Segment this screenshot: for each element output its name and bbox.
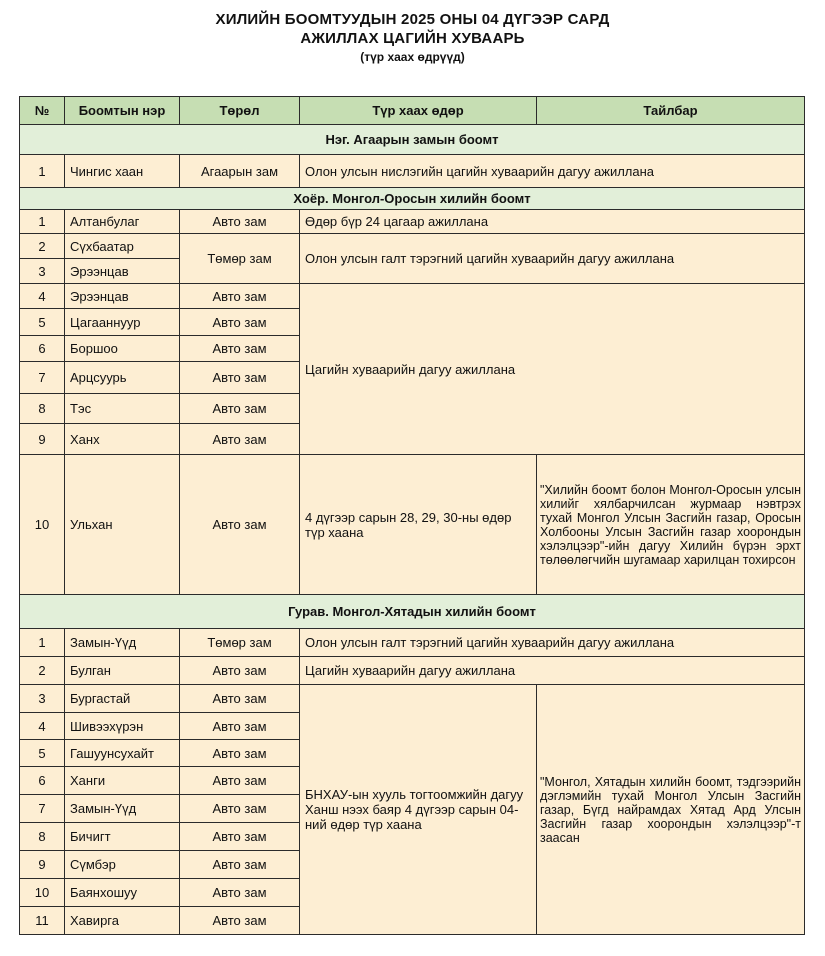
port-type: Агаарын зам xyxy=(180,155,300,188)
row-num: 7 xyxy=(20,795,65,823)
port-type: Авто зам xyxy=(180,424,300,455)
note-text: "Монгол, Хятадын хилийн боомт, тэдгээрийн дэглэмийн тухай Монгол Улсын Засгийн газар, Бүгд найрамдах Хятад Ард Улсын Засгийн газар хоорондын хэлэлцээр"-т заасан xyxy=(537,685,805,935)
port-name: Тэс xyxy=(65,394,180,424)
port-name: Бичигт xyxy=(65,823,180,851)
port-name: Хавирга xyxy=(65,907,180,935)
document-title xyxy=(0,10,825,66)
header-num: № xyxy=(20,97,65,125)
row-num: 8 xyxy=(20,394,65,424)
table-row xyxy=(20,657,805,685)
header-type: Төрөл xyxy=(180,97,300,125)
table-row xyxy=(20,455,805,595)
port-type: Авто зам xyxy=(180,823,300,851)
port-info: Олон улсын нислэгийн цагийн хуваарийн дагуу ажиллана xyxy=(300,155,805,188)
header-closed: Түр хаах өдөр xyxy=(300,97,537,125)
table-row xyxy=(20,685,805,713)
table-row xyxy=(20,155,805,188)
row-num: 9 xyxy=(20,851,65,879)
section-title-air: Нэг. Агаарын замын боомт xyxy=(20,125,805,155)
port-type: Авто зам xyxy=(180,336,300,362)
port-type: Авто зам xyxy=(180,309,300,336)
header-note: Тайлбар xyxy=(537,97,805,125)
row-num: 6 xyxy=(20,336,65,362)
port-type: Авто зам xyxy=(180,879,300,907)
port-name: Шивээхүрэн xyxy=(65,713,180,740)
port-name: Цагааннуур xyxy=(65,309,180,336)
port-name: Ханги xyxy=(65,767,180,795)
row-num: 10 xyxy=(20,455,65,595)
port-name: Булган xyxy=(65,657,180,685)
port-name: Боршоо xyxy=(65,336,180,362)
port-type: Авто зам xyxy=(180,657,300,685)
port-name: Алтанбулаг xyxy=(65,210,180,234)
closed-date: БНХАУ-ын хууль тогтоомжийн дагуу Ханш нээх баяр 4 дүгээр сарын 04-ний өдөр түр хаана xyxy=(300,685,537,935)
row-num: 3 xyxy=(20,685,65,713)
row-num: 4 xyxy=(20,284,65,309)
title-line-3: (түр хаах өдрүүд) xyxy=(360,50,465,64)
table-row xyxy=(20,234,805,259)
row-num: 1 xyxy=(20,210,65,234)
row-num: 2 xyxy=(20,234,65,259)
port-name: Эрээнцав xyxy=(65,284,180,309)
section-row-russia xyxy=(20,188,805,210)
port-info: Өдөр бүр 24 цагаар ажиллана xyxy=(300,210,805,234)
port-name: Ханх xyxy=(65,424,180,455)
row-num: 1 xyxy=(20,629,65,657)
row-num: 4 xyxy=(20,713,65,740)
port-name: Сүмбэр xyxy=(65,851,180,879)
header-row xyxy=(20,97,805,125)
port-type: Авто зам xyxy=(180,455,300,595)
port-type: Төмөр зам xyxy=(180,234,300,284)
port-name: Сүхбаатар xyxy=(65,234,180,259)
port-type: Авто зам xyxy=(180,713,300,740)
port-info: Олон улсын галт тэрэгний цагийн хуваарийн дагуу ажиллана xyxy=(300,234,805,284)
port-name: Баянхошуу xyxy=(65,879,180,907)
row-num: 5 xyxy=(20,740,65,767)
section-row-china xyxy=(20,595,805,629)
port-type: Авто зам xyxy=(180,740,300,767)
port-type: Авто зам xyxy=(180,907,300,935)
port-type: Авто зам xyxy=(180,795,300,823)
table-row xyxy=(20,210,805,234)
port-info: Цагийн хуваарийн дагуу ажиллана xyxy=(300,284,805,455)
section-title-russia: Хоёр. Монгол-Оросын хилийн боомт xyxy=(20,188,805,210)
port-type: Авто зам xyxy=(180,685,300,713)
port-name: Арцсуурь xyxy=(65,362,180,394)
port-name: Гашуунсухайт xyxy=(65,740,180,767)
port-name: Замын-Үүд xyxy=(65,629,180,657)
port-name: Замын-Үүд xyxy=(65,795,180,823)
row-num: 10 xyxy=(20,879,65,907)
port-type: Авто зам xyxy=(180,394,300,424)
port-name: Бургастай xyxy=(65,685,180,713)
note-text: "Хилийн боомт болон Монгол-Оросын улсын хилийг хялбарчилсан журмаар нэвтрэх тухай Монгол Улсын Засгийн газар, Оросын Холбооны Улсын Засгийн газар хоорондын хэлэлцээр"-ийн дагуу Хилийн бүрэн эрхт төлөөлөгчийн шугамаар харилцан тохирсон xyxy=(537,455,805,595)
port-type: Төмөр зам xyxy=(180,629,300,657)
port-name: Эрээнцав xyxy=(65,259,180,284)
section-title-china: Гурав. Монгол-Хятадын хилийн боомт xyxy=(20,595,805,629)
row-num: 11 xyxy=(20,907,65,935)
port-type: Авто зам xyxy=(180,284,300,309)
section-row-air xyxy=(20,125,805,155)
port-type: Авто зам xyxy=(180,362,300,394)
port-type: Авто зам xyxy=(180,767,300,795)
title-line-2: АЖИЛЛАХ ЦАГИЙН ХУВААРЬ xyxy=(300,30,525,47)
row-num: 1 xyxy=(20,155,65,188)
row-num: 6 xyxy=(20,767,65,795)
port-name: Чингис хаан xyxy=(65,155,180,188)
row-num: 8 xyxy=(20,823,65,851)
port-info: Олон улсын галт тэрэгний цагийн хуваарийн дагуу ажиллана xyxy=(300,629,805,657)
port-type: Авто зам xyxy=(180,210,300,234)
title-line-1: ХИЛИЙН БООМТУУДЫН 2025 ОНЫ 04 ДҮГЭЭР САРД xyxy=(215,11,610,28)
table-row xyxy=(20,629,805,657)
closed-date: 4 дүгээр сарын 28, 29, 30-ны өдөр түр хаана xyxy=(300,455,537,595)
port-info: Цагийн хуваарийн дагуу ажиллана xyxy=(300,657,805,685)
row-num: 5 xyxy=(20,309,65,336)
port-type: Авто зам xyxy=(180,851,300,879)
schedule-table xyxy=(19,96,805,935)
header-name: Боомтын нэр xyxy=(65,97,180,125)
table-row xyxy=(20,284,805,309)
row-num: 2 xyxy=(20,657,65,685)
row-num: 7 xyxy=(20,362,65,394)
row-num: 9 xyxy=(20,424,65,455)
port-name: Ульхан xyxy=(65,455,180,595)
row-num: 3 xyxy=(20,259,65,284)
